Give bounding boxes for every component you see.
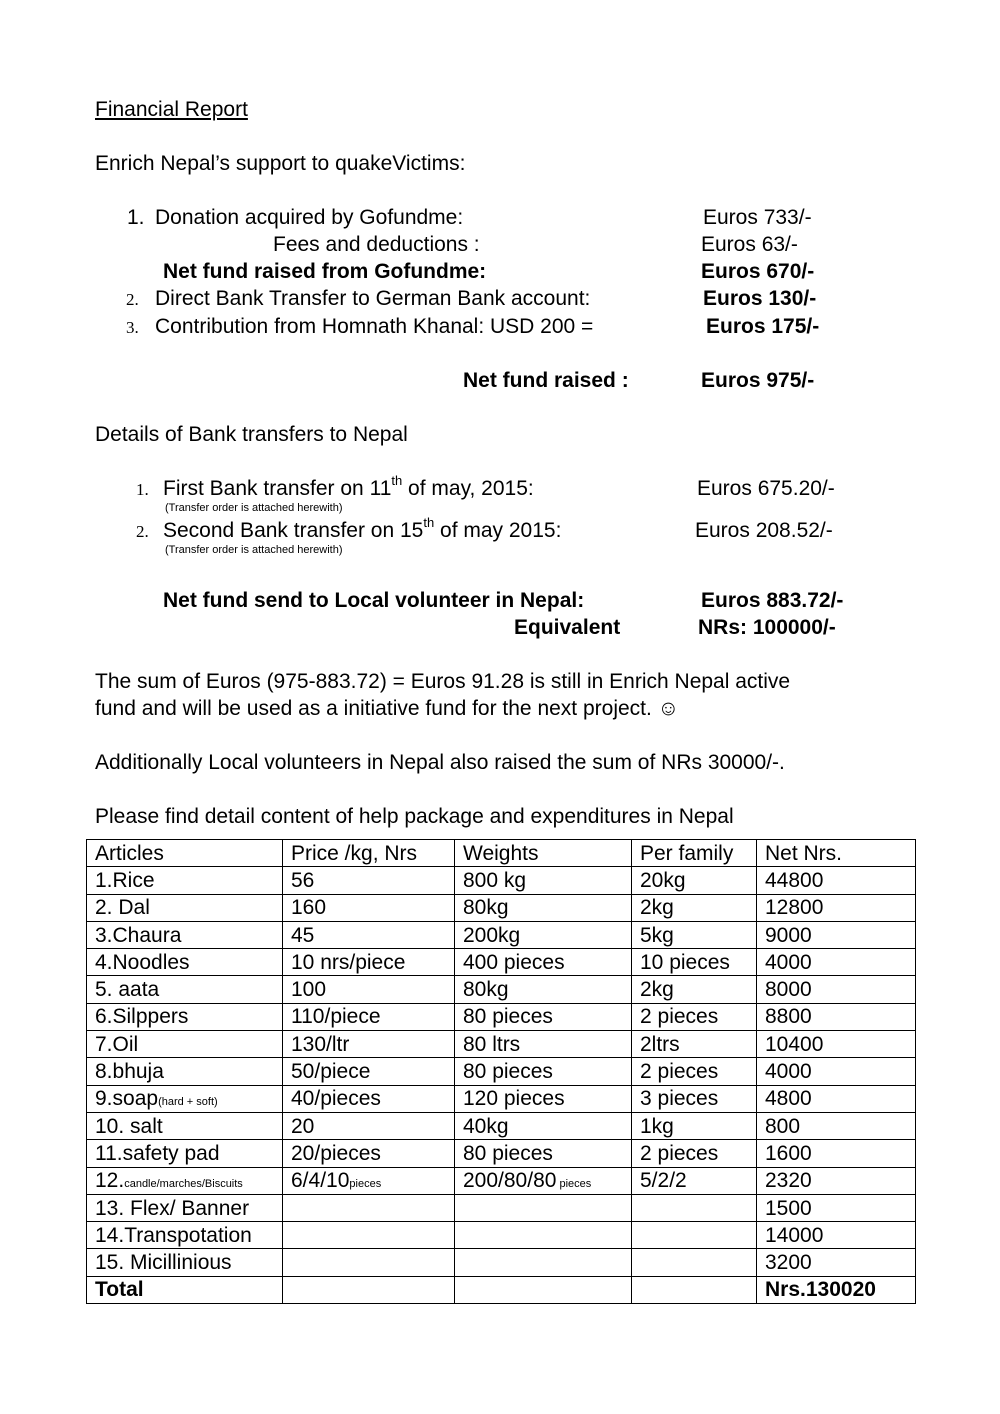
cell-weight: 200kg bbox=[455, 921, 632, 948]
cell-price bbox=[283, 1249, 455, 1276]
cell-weight: 80kg bbox=[455, 894, 632, 921]
cell-price: 40/pieces bbox=[283, 1085, 455, 1112]
additional-funds-text: Additionally Local volunteers in Nepal also raised the sum of NRs 30000/-. bbox=[95, 751, 785, 774]
page-title: Financial Report bbox=[95, 98, 248, 121]
cell-article: 9.soap(hard + soft) bbox=[87, 1085, 283, 1112]
table-row bbox=[87, 894, 916, 921]
item1-value: Euros 733/- bbox=[703, 206, 812, 229]
expenditure-table bbox=[86, 839, 916, 1304]
cell-price: 20 bbox=[283, 1112, 455, 1139]
cell-weight bbox=[455, 1249, 632, 1276]
cell-net: 4800 bbox=[757, 1085, 916, 1112]
item3-value: Euros 175/- bbox=[706, 315, 820, 338]
cell-weight: 80kg bbox=[455, 976, 632, 1003]
cell-price: 50/piece bbox=[283, 1058, 455, 1085]
cell-weight: 800 kg bbox=[455, 867, 632, 894]
table-row bbox=[87, 1140, 916, 1167]
cell-price bbox=[283, 1194, 455, 1221]
fees-label: Fees and deductions : bbox=[273, 233, 480, 256]
cell-article: 6.Silppers bbox=[87, 1003, 283, 1030]
cell-article: 7.Oil bbox=[87, 1031, 283, 1058]
item3-label: Contribution from Homnath Khanal: USD 200 = bbox=[155, 315, 594, 338]
cell-net: 1600 bbox=[757, 1140, 916, 1167]
fees-value: Euros 63/- bbox=[701, 233, 798, 256]
table-row bbox=[87, 921, 916, 948]
table-row bbox=[87, 1112, 916, 1139]
equivalent-value: NRs: 100000/- bbox=[698, 616, 836, 639]
cell-net: 12800 bbox=[757, 894, 916, 921]
item3-number: 3. bbox=[126, 318, 139, 337]
cell-article: 10. salt bbox=[87, 1112, 283, 1139]
cell-article: 11.safety pad bbox=[87, 1140, 283, 1167]
cell-net: 1500 bbox=[757, 1194, 916, 1221]
cell-article: 1.Rice bbox=[87, 867, 283, 894]
net-fund-label: Net fund raised : bbox=[463, 369, 629, 392]
cell-net: 8800 bbox=[757, 1003, 916, 1030]
cell-price: Price /kg, Nrs bbox=[283, 840, 455, 867]
item1-number: 1. bbox=[127, 206, 145, 229]
cell-per-family: 5kg bbox=[632, 921, 757, 948]
cell-article: 13. Flex/ Banner bbox=[87, 1194, 283, 1221]
table-row bbox=[87, 976, 916, 1003]
cell-per-family: 1kg bbox=[632, 1112, 757, 1139]
cell-weight bbox=[455, 1194, 632, 1221]
transfers-heading: Details of Bank transfers to Nepal bbox=[95, 423, 408, 446]
cell-net: 4000 bbox=[757, 1058, 916, 1085]
net-sent-label: Net fund send to Local volunteer in Nepal: bbox=[163, 589, 585, 612]
small-note: candle/marches/Biscuits bbox=[124, 1178, 243, 1191]
cell-net: Net Nrs. bbox=[757, 840, 916, 867]
cell-per-family: 10 pieces bbox=[632, 949, 757, 976]
cell-per-family: 2kg bbox=[632, 976, 757, 1003]
cell-price: 45 bbox=[283, 921, 455, 948]
cell-net: 800 bbox=[757, 1112, 916, 1139]
cell-net: 8000 bbox=[757, 976, 916, 1003]
transfer1-number: 1. bbox=[136, 480, 149, 499]
cell-net: 44800 bbox=[757, 867, 916, 894]
cell-price: 160 bbox=[283, 894, 455, 921]
item2-label: Direct Bank Transfer to German Bank account: bbox=[155, 287, 591, 310]
table-row bbox=[87, 1222, 916, 1249]
transfer2-note: (Transfer order is attached herewith) bbox=[165, 544, 343, 556]
cell-price bbox=[283, 1276, 455, 1303]
cell-per-family: 2ltrs bbox=[632, 1031, 757, 1058]
cell-weight: 80 pieces bbox=[455, 1003, 632, 1030]
cell-price: 130/ltr bbox=[283, 1031, 455, 1058]
table-header-row bbox=[87, 840, 916, 867]
cell-article: 4.Noodles bbox=[87, 949, 283, 976]
cell-net: 4000 bbox=[757, 949, 916, 976]
cell-weight: 400 pieces bbox=[455, 949, 632, 976]
cell-per-family: 2 pieces bbox=[632, 1003, 757, 1030]
cell-weight: 80 pieces bbox=[455, 1140, 632, 1167]
cell-per-family: 5/2/2 bbox=[632, 1167, 757, 1194]
cell-net: 2320 bbox=[757, 1167, 916, 1194]
cell-price: 10 nrs/piece bbox=[283, 949, 455, 976]
cell-per-family: 20kg bbox=[632, 867, 757, 894]
cell-price: 56 bbox=[283, 867, 455, 894]
transfer2-number: 2. bbox=[136, 522, 149, 541]
cell-article: 3.Chaura bbox=[87, 921, 283, 948]
cell-net: 10400 bbox=[757, 1031, 916, 1058]
transfer1-label: First Bank transfer on 11th of may, 2015: bbox=[163, 473, 534, 500]
item1-label: Donation acquired by Gofundme: bbox=[155, 206, 464, 229]
cell-article: 14.Transpotation bbox=[87, 1222, 283, 1249]
cell-weight: 200/80/80 pieces bbox=[455, 1167, 632, 1194]
table-row bbox=[87, 1249, 916, 1276]
cell-article: Total bbox=[87, 1276, 283, 1303]
cell-article: 8.bhuja bbox=[87, 1058, 283, 1085]
table-row bbox=[87, 949, 916, 976]
intro-text: Enrich Nepal’s support to quakeVictims: bbox=[95, 152, 466, 175]
cell-per-family: 2 pieces bbox=[632, 1140, 757, 1167]
cell-weight: 120 pieces bbox=[455, 1085, 632, 1112]
cell-price: 20/pieces bbox=[283, 1140, 455, 1167]
cell-net: 14000 bbox=[757, 1222, 916, 1249]
cell-per-family: Per family bbox=[632, 840, 757, 867]
cell-article: 12.candle/marches/Biscuits bbox=[87, 1167, 283, 1194]
cell-weight: 80 pieces bbox=[455, 1058, 632, 1085]
item2-value: Euros 130/- bbox=[703, 287, 817, 310]
small-note: pieces bbox=[556, 1178, 592, 1191]
cell-price: 110/piece bbox=[283, 1003, 455, 1030]
cell-weight bbox=[455, 1276, 632, 1303]
transfer1-value: Euros 675.20/- bbox=[697, 477, 835, 500]
cell-price: 6/4/10pieces bbox=[283, 1167, 455, 1194]
table-row bbox=[87, 867, 916, 894]
cell-article: 2. Dal bbox=[87, 894, 283, 921]
cell-per-family: 2kg bbox=[632, 894, 757, 921]
cell-per-family bbox=[632, 1249, 757, 1276]
transfer2-value: Euros 208.52/- bbox=[695, 519, 833, 542]
cell-net: Nrs.130020 bbox=[757, 1276, 916, 1303]
small-note: (hard + soft) bbox=[158, 1096, 218, 1109]
summary-line-1: The sum of Euros (975-883.72) = Euros 91.28 is still in Enrich Nepal active bbox=[95, 670, 791, 693]
table-row bbox=[87, 1085, 916, 1112]
net-fund-value: Euros 975/- bbox=[701, 369, 815, 392]
table-row bbox=[87, 1058, 916, 1085]
table-total-row bbox=[87, 1276, 916, 1303]
table-row bbox=[87, 1003, 916, 1030]
cell-article: Articles bbox=[87, 840, 283, 867]
item2-number: 2. bbox=[126, 290, 139, 309]
small-note: pieces bbox=[349, 1178, 382, 1191]
table-intro: Please find detail content of help package and expenditures in Nepal bbox=[95, 805, 734, 828]
net-sent-value: Euros 883.72/- bbox=[701, 589, 844, 612]
cell-per-family bbox=[632, 1194, 757, 1221]
table-row bbox=[87, 1031, 916, 1058]
cell-net: 9000 bbox=[757, 921, 916, 948]
cell-per-family bbox=[632, 1276, 757, 1303]
cell-article: 5. aata bbox=[87, 976, 283, 1003]
cell-price bbox=[283, 1222, 455, 1249]
table-row bbox=[87, 1167, 916, 1194]
cell-per-family: 3 pieces bbox=[632, 1085, 757, 1112]
cell-per-family: 2 pieces bbox=[632, 1058, 757, 1085]
summary-line-2: fund and will be used as a initiative fund for the next project. ☺ bbox=[95, 697, 680, 720]
cell-weight: Weights bbox=[455, 840, 632, 867]
transfer2-label: Second Bank transfer on 15th of may 2015: bbox=[163, 515, 562, 542]
cell-per-family bbox=[632, 1222, 757, 1249]
cell-price: 100 bbox=[283, 976, 455, 1003]
net-gofundme-label: Net fund raised from Gofundme: bbox=[163, 260, 487, 283]
table-row bbox=[87, 1194, 916, 1221]
net-gofundme-value: Euros 670/- bbox=[701, 260, 815, 283]
equivalent-label: Equivalent bbox=[514, 616, 621, 639]
cell-weight: 40kg bbox=[455, 1112, 632, 1139]
cell-article: 15. Micillinious bbox=[87, 1249, 283, 1276]
cell-weight bbox=[455, 1222, 632, 1249]
cell-weight: 80 ltrs bbox=[455, 1031, 632, 1058]
transfer1-note: (Transfer order is attached herewith) bbox=[165, 502, 343, 514]
cell-net: 3200 bbox=[757, 1249, 916, 1276]
